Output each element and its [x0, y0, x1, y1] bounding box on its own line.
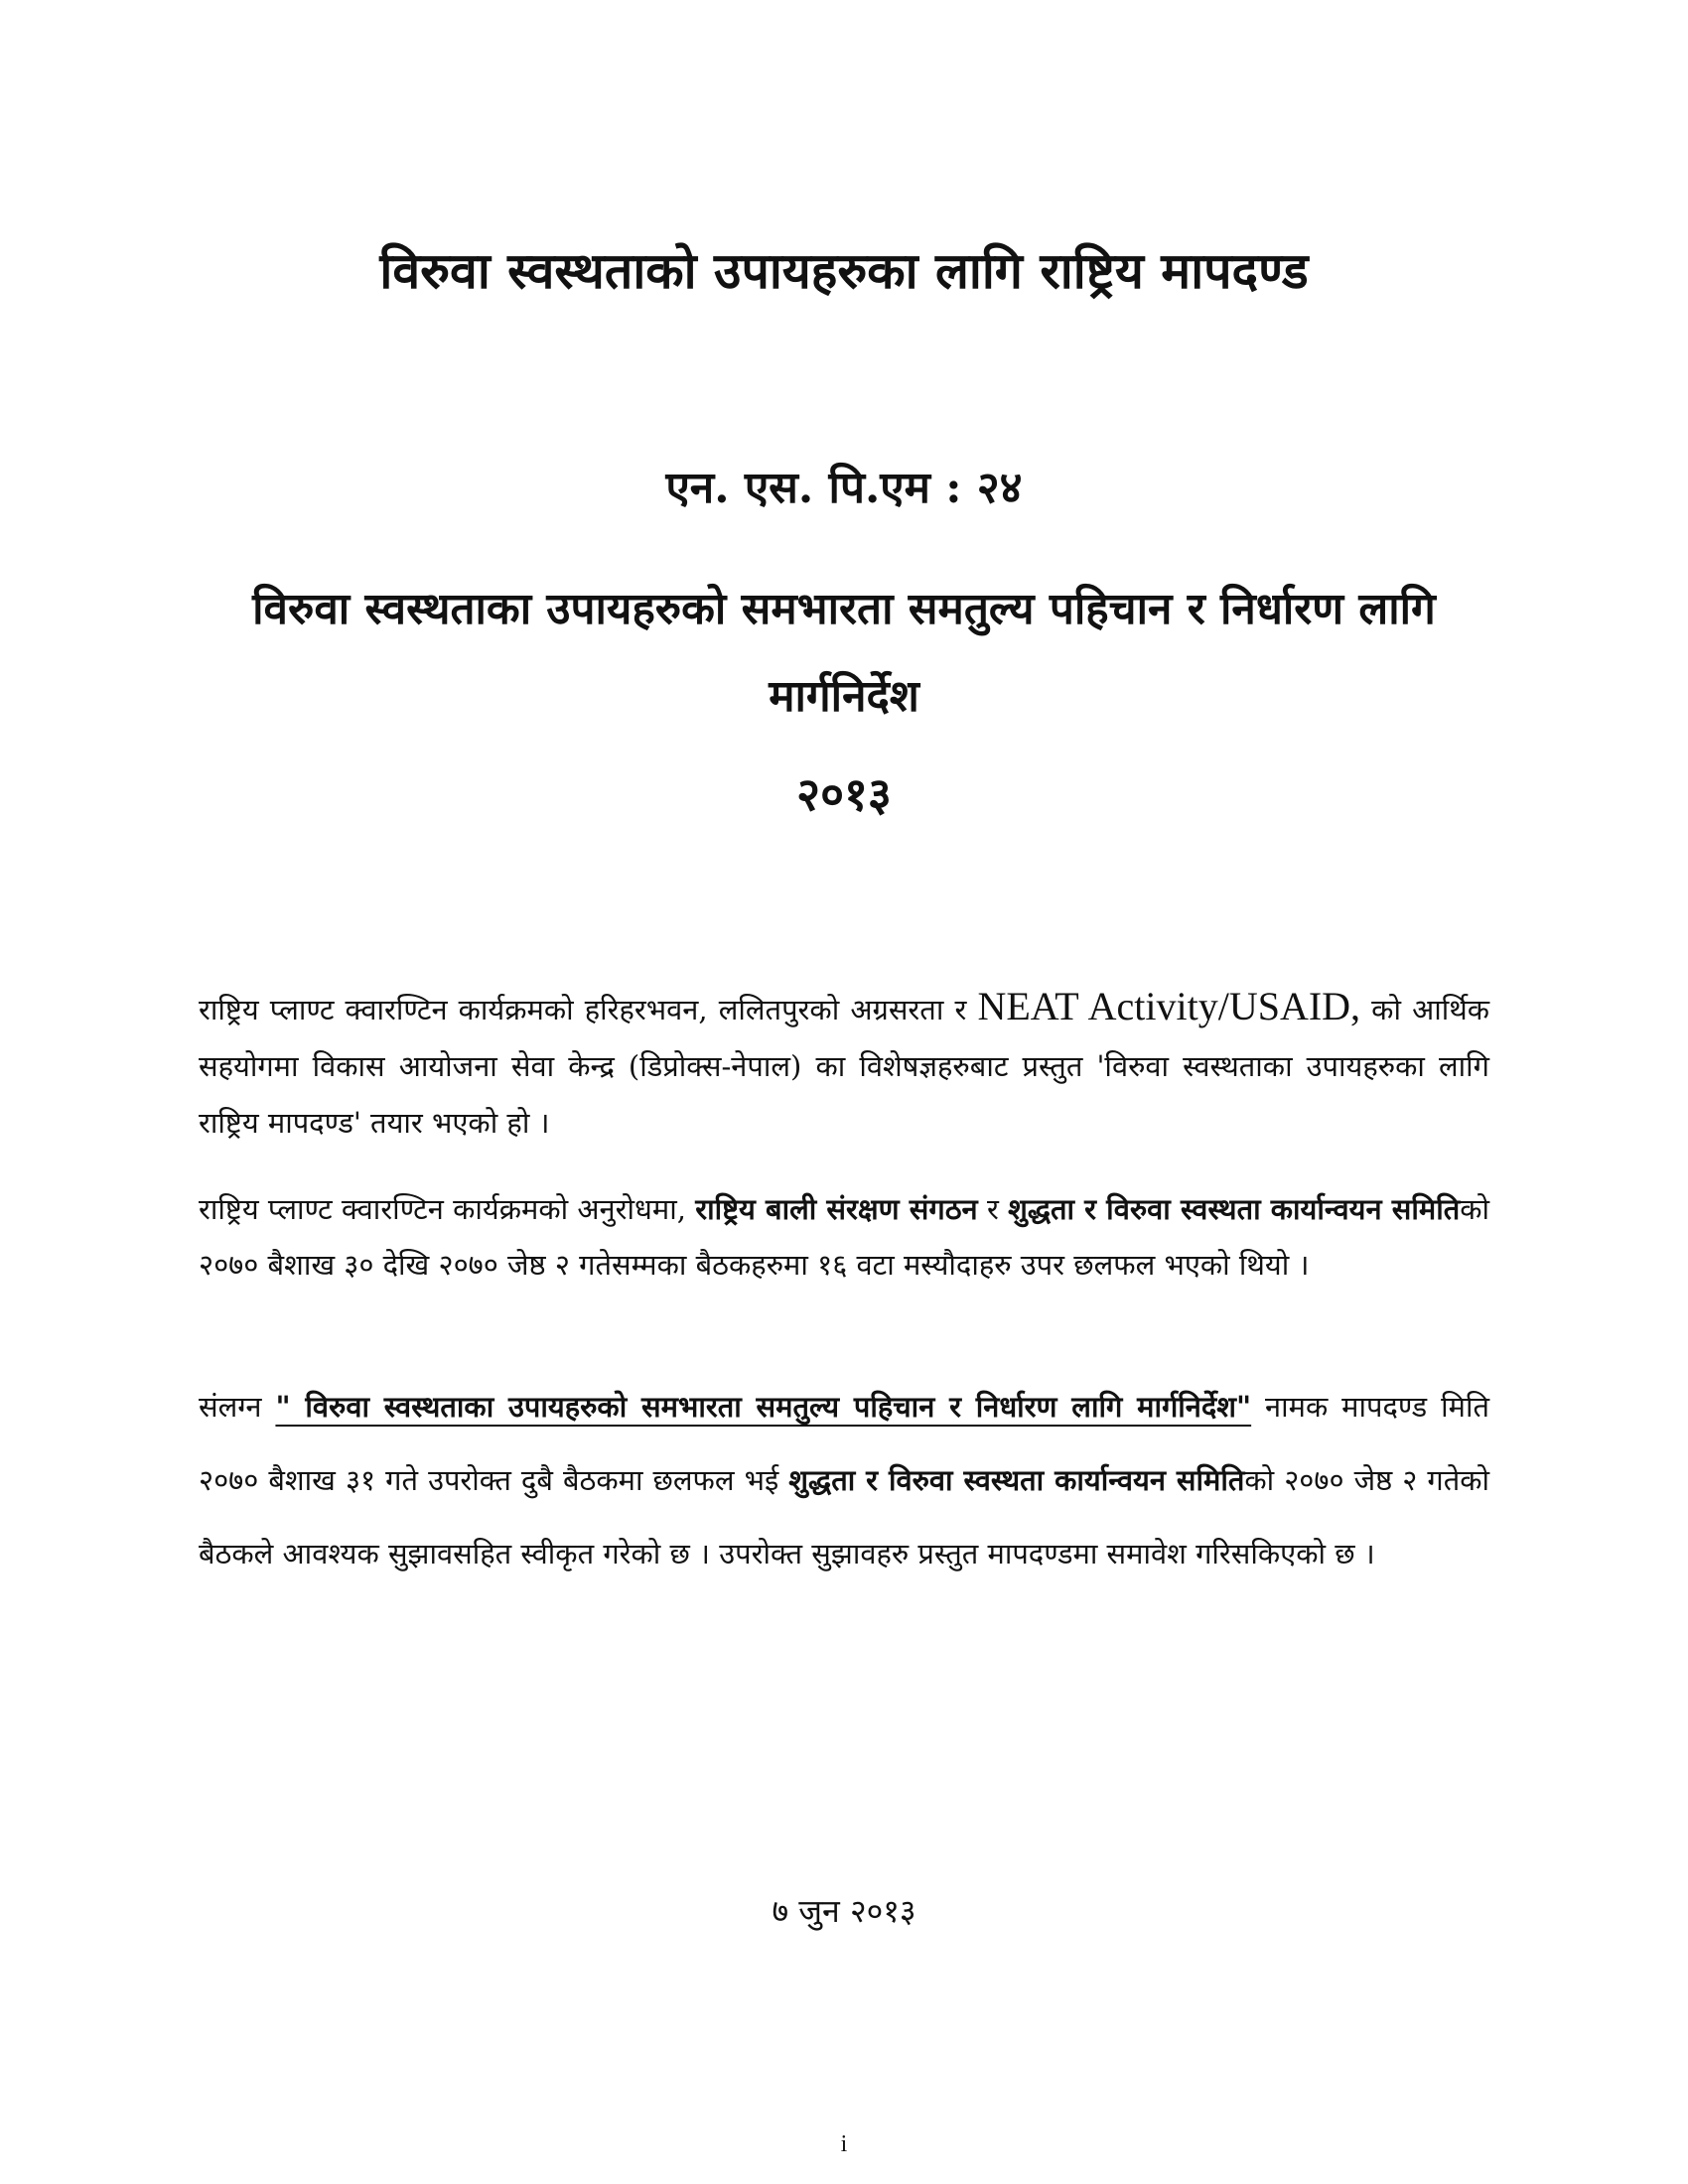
document-date: ७ जुन २०१३ [772, 1892, 916, 1930]
approval-text-2: नामक मापदण्ड मिति २०७० बैशाख ३१ गते उपरोक्त दुबै बैठकमा छलफल भई [199, 1390, 1490, 1497]
review-text-2: र [986, 1192, 999, 1226]
sponsor-name: NEAT Activity/USAID, [977, 984, 1361, 1028]
approval-paragraph [199, 1370, 1489, 1590]
main-title: विरुवा स्वस्थताको उपायहरुका लागि राष्ट्रिय मापदण्ड [379, 241, 1309, 300]
standard-number: एन. एस. पि.एम : २४ [665, 463, 1023, 513]
intro-text-1: राष्ट्रिय प्लाण्ट क्वारण्टिन कार्यक्रमको हरिहरभवन, ललितपुरको अग्रसरता र [199, 993, 967, 1026]
approval-text-3: को २०७० जेष्ठ २ गतेको बैठकले आवश्यक सुझावसहित स्वीकृत गरेको छ । उपरोक्त सुझावहरु प्रस्तुत मापदण्डमा समावेश गरिसकिएको छ । [199, 1463, 1490, 1570]
publication-year: २०१३ [796, 767, 892, 821]
guideline-title-reference: " विरुवा स्वस्थताका उपायहरुको समभारता समतुल्य पहिचान र निर्धारण लागि मार्गनिर्देश" [275, 1390, 1252, 1424]
review-text-3: को २०७० बैशाख ३० देखि २०७० जेष्ठ २ गतेसम्मका बैठकहरुमा १६ वटा मस्यौदाहरु उपर छलफल भएको थियो । [199, 1192, 1490, 1282]
review-paragraph [199, 1181, 1489, 1293]
committee-name: शुद्धता र विरुवा स्वस्थता कार्यान्वयन समिति [1008, 1192, 1461, 1226]
page-number: i [840, 2131, 848, 2157]
committee-name-2: शुद्धता र विरुवा स्वस्थता कार्यान्वयन समिति [788, 1463, 1245, 1497]
approval-text-1: संलग्न [199, 1390, 262, 1424]
intro-paragraph [199, 978, 1489, 1152]
intro-text-2: को आर्थिक सहयोगमा विकास आयोजना सेवा केन्द्र (डिप्रोक्स-नेपाल) का विशेषज्ञहरुबाट प्रस्तुत 'विरुवा स्वस्थताका उपायहरुका लागि राष्ट्रिय मापदण्ड' तयार भएको हो । [199, 993, 1490, 1140]
review-text-1: राष्ट्रिय प्लाण्ट क्वारण्टिन कार्यक्रमको अनुरोधमा, [199, 1192, 686, 1226]
sub-title: विरुवा स्वस्थताका उपायहरुको समभारता समतुल्य पहिचान र निर्धारण लागि मार्गनिर्देश [252, 584, 1436, 722]
organization-name: राष्ट्रिय बाली संरक्षण संगठन [695, 1192, 978, 1226]
